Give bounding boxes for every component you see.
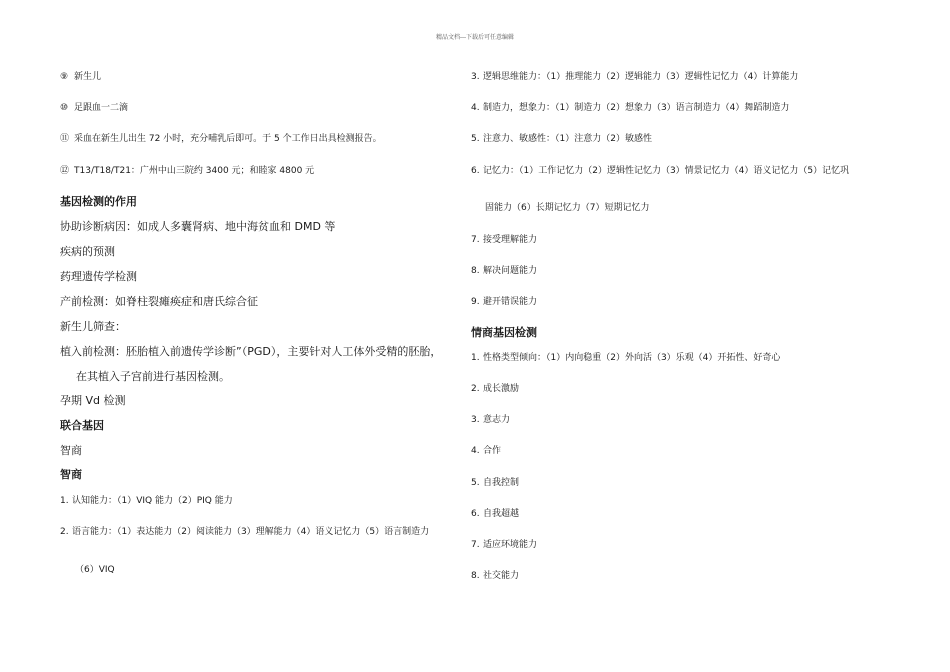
list-item-continuation: 固能力（6）长期记忆力（7）短期记忆力	[485, 203, 650, 213]
list-item	[471, 506, 519, 519]
list-item-text: 记忆力：（1）工作记忆力（2）逻辑性记忆力（3）情景记忆力（4）语义记忆力（5）记忆巩	[483, 166, 850, 176]
list-item-text: 语言能力：（1）表达能力（2）阅读能力（3）理解能力（4）语义记忆力（5）语言制造力	[72, 527, 430, 537]
list-item-text: 避开错误能力	[483, 297, 538, 307]
list-item-text: 解决问题能力	[483, 266, 538, 276]
list-number: 4.	[471, 103, 480, 113]
section-heading: 联合基因	[60, 419, 104, 432]
section-heading: 情商基因检测	[471, 326, 537, 339]
list-item	[60, 524, 429, 537]
list-number: 6.	[471, 166, 480, 176]
circled-number: ⑫	[60, 166, 70, 176]
circled-number: ⑪	[60, 134, 70, 144]
paragraph-line: 协助诊断病因：如成人多囊肾病、地中海贫血和 DMD 等	[60, 220, 336, 233]
paragraph-line: 产前检测：如脊柱裂瘫痪症和唐氏综合征	[60, 295, 258, 308]
list-number: 1.	[471, 353, 480, 363]
list-item	[471, 350, 780, 363]
list-item	[471, 263, 537, 276]
list-item-text: 接受理解能力	[483, 235, 538, 245]
list-number: 5.	[471, 134, 480, 144]
list-item-text: 自我超越	[483, 509, 520, 519]
list-item-text: 成长激励	[483, 384, 520, 394]
list-number: 8.	[471, 266, 480, 276]
list-number: 3.	[471, 415, 480, 425]
list-item-text: 意志力	[483, 415, 511, 425]
circled-number: ⑩	[60, 103, 69, 113]
list-item-text: 适应环境能力	[483, 540, 538, 550]
circled-number: ⑨	[60, 72, 69, 82]
section-heading: 智商	[60, 468, 82, 481]
paragraph-line: 药理遗传学检测	[60, 270, 137, 283]
list-item	[60, 163, 314, 176]
list-item	[471, 100, 789, 113]
paragraph-line: 植入前检测：胚胎植入前遗传学诊断”（PGD），主要针对人工体外受精的胚胎，	[60, 345, 442, 358]
page-header: 精品文档---下载后可任意编辑	[435, 34, 515, 41]
list-item-text: T13/T18/T21：广州中山三院约 3400 元；和睦家 4800 元	[74, 166, 315, 176]
list-number: 7.	[471, 540, 480, 550]
list-item	[60, 131, 382, 144]
list-number: 8.	[471, 571, 480, 581]
list-number: 5.	[471, 478, 480, 488]
paragraph-line: 在其植入子宫前进行基因检测。	[76, 370, 230, 383]
list-item	[471, 412, 510, 425]
paragraph-line: 智商	[60, 444, 82, 457]
list-item-text: 合作	[483, 446, 502, 456]
list-number: 2.	[471, 384, 480, 394]
list-item	[471, 537, 537, 550]
list-item	[471, 443, 501, 456]
list-item-text: 认知能力：（1）VIQ 能力（2）PIQ 能力	[72, 496, 233, 506]
list-number: 6.	[471, 509, 480, 519]
list-number: 9.	[471, 297, 480, 307]
section-heading: 基因检测的作用	[60, 195, 137, 208]
list-item-text: 社交能力	[483, 571, 520, 581]
list-item-text: 逻辑思维能力：（1）推理能力（2）逻辑能力（3）逻辑性记忆力（4）计算能力	[483, 72, 799, 82]
list-item	[471, 131, 652, 144]
list-item-text: 性格类型倾向：（1）内向稳重（2）外向活（3）乐观（4）开拓性、好奇心	[483, 353, 781, 363]
paragraph-line: 疾病的预测	[60, 245, 115, 258]
list-number: 1.	[60, 496, 69, 506]
list-number: 3.	[471, 72, 480, 82]
list-item-text: 新生儿	[74, 72, 102, 82]
list-item	[60, 69, 101, 82]
list-item	[60, 100, 128, 113]
list-item	[471, 232, 537, 245]
list-number: 2.	[60, 527, 69, 537]
list-item	[471, 568, 519, 581]
list-item	[471, 163, 849, 176]
list-item	[60, 493, 233, 506]
list-item-text: 自我控制	[483, 478, 520, 488]
list-item	[471, 381, 519, 394]
list-item-text: 制造力，想象力：（1）制造力（2）想象力（3）语言制造力（4）舞蹈制造力	[483, 103, 790, 113]
list-item-text: 足跟血一二滴	[74, 103, 129, 113]
list-item-continuation: （6）VIQ	[75, 565, 115, 575]
list-item	[471, 69, 798, 82]
list-item	[471, 475, 519, 488]
list-item-text: 注意力、敏感性：（1）注意力（2）敏感性	[483, 134, 652, 144]
list-number: 7.	[471, 235, 480, 245]
list-item	[471, 294, 537, 307]
list-item-text: 采血在新生儿出生 72 小时，充分哺乳后即可。于 5 个工作日出具检测报告。	[74, 134, 382, 144]
list-number: 4.	[471, 446, 480, 456]
paragraph-line: 新生儿筛查：	[60, 320, 126, 333]
paragraph-line: 孕期 Vd 检测	[60, 394, 126, 407]
